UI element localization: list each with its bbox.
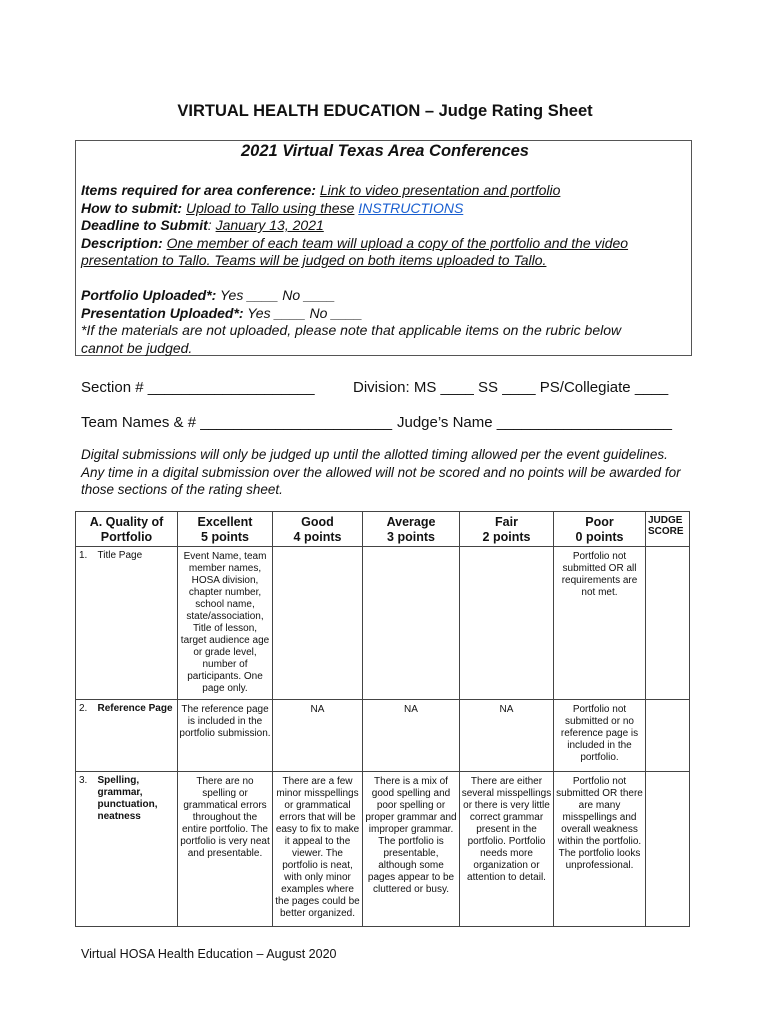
good-cell: NA [273, 700, 363, 772]
description-line [81, 235, 628, 253]
poor-cell: Portfolio not submitted OR there are many misspellings and overall weakness within the portfolio. The portfolio looks unprofessional. [554, 772, 646, 927]
average-cell: There is a mix of good spelling and poor spelling or proper grammar and improper grammar. The portfolio is presentable, although some pages appear to be cluttered or busy. [363, 772, 460, 927]
good-cell: There are a few minor misspellings or grammatical errors that will be easy to fix to make it appeal to the viewer. The portfolio is neat, with only minor examples where the pages could be better organized. [273, 772, 363, 927]
judge-score-cell[interactable] [646, 700, 690, 772]
table-row [76, 700, 690, 772]
description-value-1: One member of each team will upload a copy of the portfolio and the video [166, 234, 629, 251]
how-to-submit-label: How to submit: [81, 199, 183, 216]
average-cell [363, 547, 460, 700]
section-field[interactable]: Section # ____________________ [81, 379, 315, 396]
items-required-label: Items required for area conference: [81, 182, 316, 198]
average-cell: NA [363, 700, 460, 772]
deadline-label: Deadline to Submit [81, 217, 208, 233]
criterion-label: Title Page [98, 547, 178, 700]
presentation-uploaded-value: Yes ____ No ____ [247, 304, 363, 321]
excellent-cell: There are no spelling or grammatical errors throughout the entire portfolio. The portfolio is very neat and presentable. [178, 772, 273, 927]
presentation-uploaded-label: Presentation Uploaded*: [81, 304, 244, 321]
presentation-uploaded-line [81, 305, 362, 323]
how-to-submit-value: Upload to Tallo using these [186, 199, 355, 216]
fair-cell: NA [460, 700, 554, 772]
deadline-value: January 13, 2021 [215, 217, 324, 233]
fair-cell [460, 547, 554, 700]
row-number: 3. [76, 772, 98, 927]
description-value-2: presentation to Tallo. Teams will be judged on both items uploaded to Tallo. [81, 252, 547, 268]
team-names-field[interactable]: Team Names & # _______________________ [81, 414, 393, 431]
how-to-submit-line [81, 200, 463, 218]
items-required-line [81, 182, 560, 200]
row-number: 2. [76, 700, 98, 772]
deadline-line: Deadline to Submit: January 13, 2021 [81, 217, 324, 233]
judge-name-field[interactable]: Judge’s Name _____________________ [397, 414, 672, 431]
row-number: 1. [76, 547, 98, 700]
portfolio-uploaded-value: Yes ____ No ____ [219, 287, 336, 303]
portfolio-uploaded-line [81, 287, 335, 305]
conference-heading: 2021 Virtual Texas Area Conferences [241, 142, 529, 160]
judge-score-cell[interactable] [646, 772, 690, 927]
good-header: Good 4 points [273, 512, 363, 547]
division-field[interactable]: Division: MS ____ SS ____ PS/Collegiate ____ [353, 379, 669, 396]
criteria-header: A. Quality of Portfolio [76, 512, 178, 547]
judge-score-cell[interactable] [646, 547, 690, 700]
excellent-header: Excellent 5 points [178, 512, 273, 547]
table-row [76, 547, 690, 700]
page-footer: Virtual HOSA Health Education – August 2020 [81, 947, 337, 961]
fair-cell: There are either several misspellings or there is very little correct grammar present in the portfolio. Portfolio needs more organization or attention to detail. [460, 772, 554, 927]
poor-cell: Portfolio not submitted OR all requirements are not met. [554, 547, 646, 700]
rubric-table [75, 511, 690, 927]
portfolio-uploaded-label: Portfolio Uploaded*: [81, 287, 217, 303]
good-cell [273, 547, 363, 700]
page-title: VIRTUAL HEALTH EDUCATION – Judge Rating Sheet [177, 102, 593, 120]
criterion-label: Reference Page [98, 700, 178, 772]
excellent-cell: The reference page is included in the portfolio submission. [178, 700, 273, 772]
upload-note-2: cannot be judged. [81, 339, 193, 356]
judge-score-header: JUDGE SCORE [646, 512, 690, 547]
digital-submission-note: Digital submissions will only be judged up until the allotted timing allowed per the event guidelines. Any time in a digital submission over the allowed will not be scored and no points will be awarded for those sections of the rating sheet. [81, 447, 681, 497]
instructions-link[interactable]: INSTRUCTIONS [358, 199, 464, 216]
poor-header: Poor 0 points [554, 512, 646, 547]
table-row [76, 772, 690, 927]
description-label: Description: [81, 234, 163, 251]
poor-cell: Portfolio not submitted or no reference page is included in the portfolio. [554, 700, 646, 772]
upload-note-1: *If the materials are not uploaded, please note that applicable items on the rubric below [81, 322, 622, 338]
rubric-header-row [76, 512, 690, 547]
average-header: Average 3 points [363, 512, 460, 547]
items-required-value: Link to video presentation and portfolio [319, 182, 561, 198]
criterion-label: Spelling, grammar, punctuation, neatness [98, 772, 178, 927]
description-line-2 [81, 252, 546, 270]
excellent-cell: Event Name, team member names, HOSA division, chapter number, school name, state/association, Title of lesson, target audience age or grade level, number of participants. One page only. [178, 547, 273, 700]
fair-header: Fair 2 points [460, 512, 554, 547]
